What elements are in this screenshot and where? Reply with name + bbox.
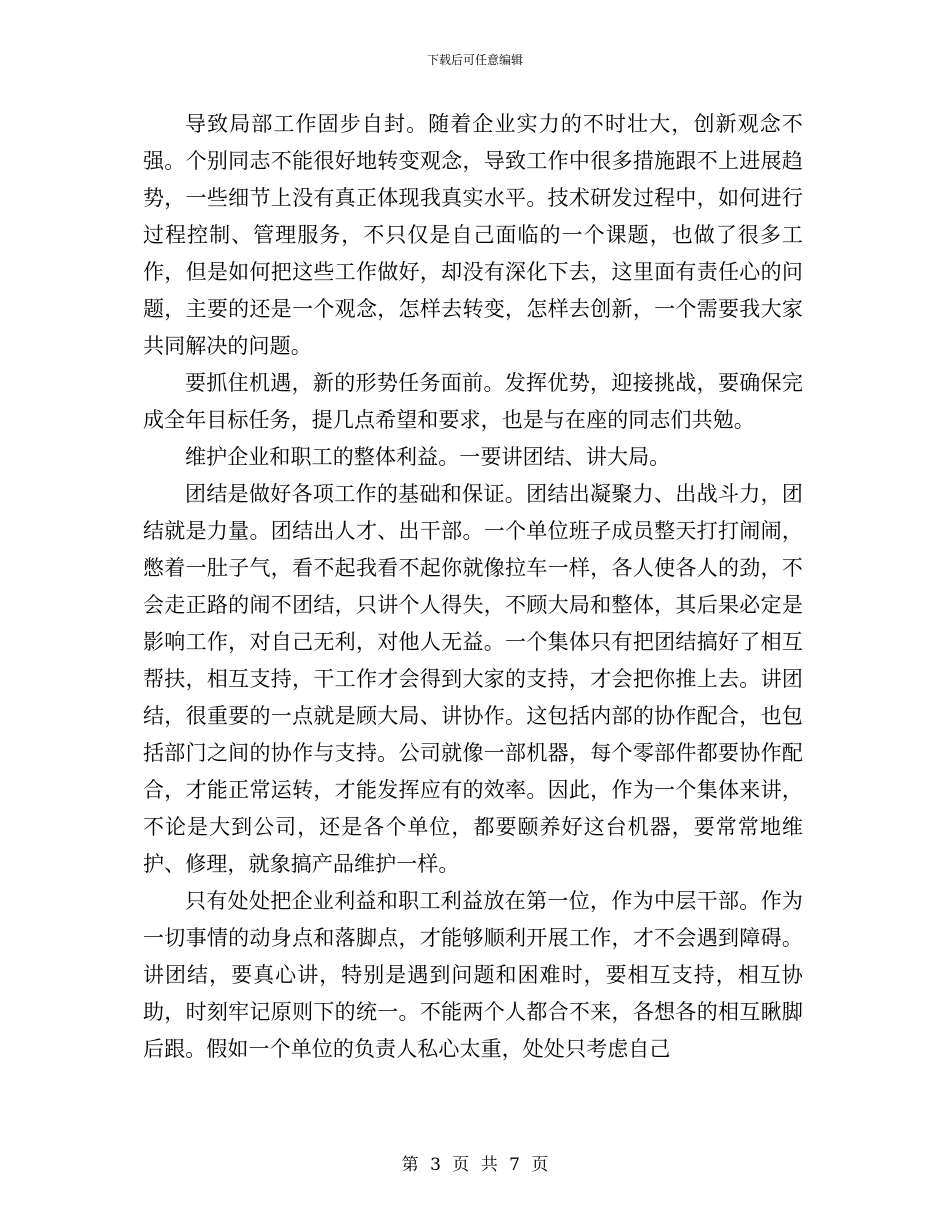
page-header: 下载后可任意编辑	[426, 53, 523, 67]
paragraph-3: 维护企业和职工的整体利益。一要讲团结、讲大局。	[185, 445, 671, 469]
document-body	[143, 106, 803, 1068]
paragraph-4: 团结是做好各项工作的基础和保证。团结出凝聚力、出战斗力，团结就是力量。团结出人才、出干部。一个单位班子成员整天打打闹闹，憋着一肚子气，看不起我看不起你就像拉车一样，各人使各人的劲，不会走正路的闹不团结，只讲个人得失，不顾大局和整体，其后果必定是影响工作，对自己无利，对他人无益。一个集体只有把团结搞好了相互帮扶，相互支持，干工作才会得到大家的支持，才会把你推上去。讲团结，很重要的一点就是顾大局、讲协作。这包括内部的协作配合，也包括部门之间的协作与支持。公司就像一部机器，每个零部件都要协作配合，才能正常运转，才能发挥应有的效率。因此，作为一个集体来讲，不论是大到公司，还是各个单位，都要颐养好这台机器，要常常地维护、修理，就象搞产品维护一样。	[143, 482, 803, 876]
paragraph-5: 只有处处把企业利益和职工利益放在第一位，作为中层干部。作为一切事情的动身点和落脚点，才能够顺利开展工作，才不会遇到障碍。讲团结，要真心讲，特别是遇到问题和困难时，要相互支持，相互协助，时刻牢记原则下的统一。不能两个人都合不来，各想各的相互瞅脚后跟。假如一个单位的负责人私心太重，处处只考虑自己	[143, 889, 803, 1061]
paragraph-1: 导致局部工作固步自封。随着企业实力的不时壮大，创新观念不强。个别同志不能很好地转变观念，导致工作中很多措施跟不上进展趋势，一些细节上没有真正体现我真实水平。技术研发过程中，如何进行过程控制、管理服务，不只仅是自己面临的一个课题，也做了很多工作，但是如何把这些工作做好，却没有深化下去，这里面有责任心的问题，主要的还是一个观念，怎样去转变，怎样去创新，一个需要我大家共同解决的问题。	[143, 112, 803, 358]
paragraph-2: 要抓住机遇，新的形势任务面前。发挥优势，迎接挑战，要确保完成全年目标任务，提几点希望和要求，也是与在座的同志们共勉。	[143, 371, 803, 432]
page-number-footer: 第 3 页 共 7 页	[401, 1155, 549, 1175]
